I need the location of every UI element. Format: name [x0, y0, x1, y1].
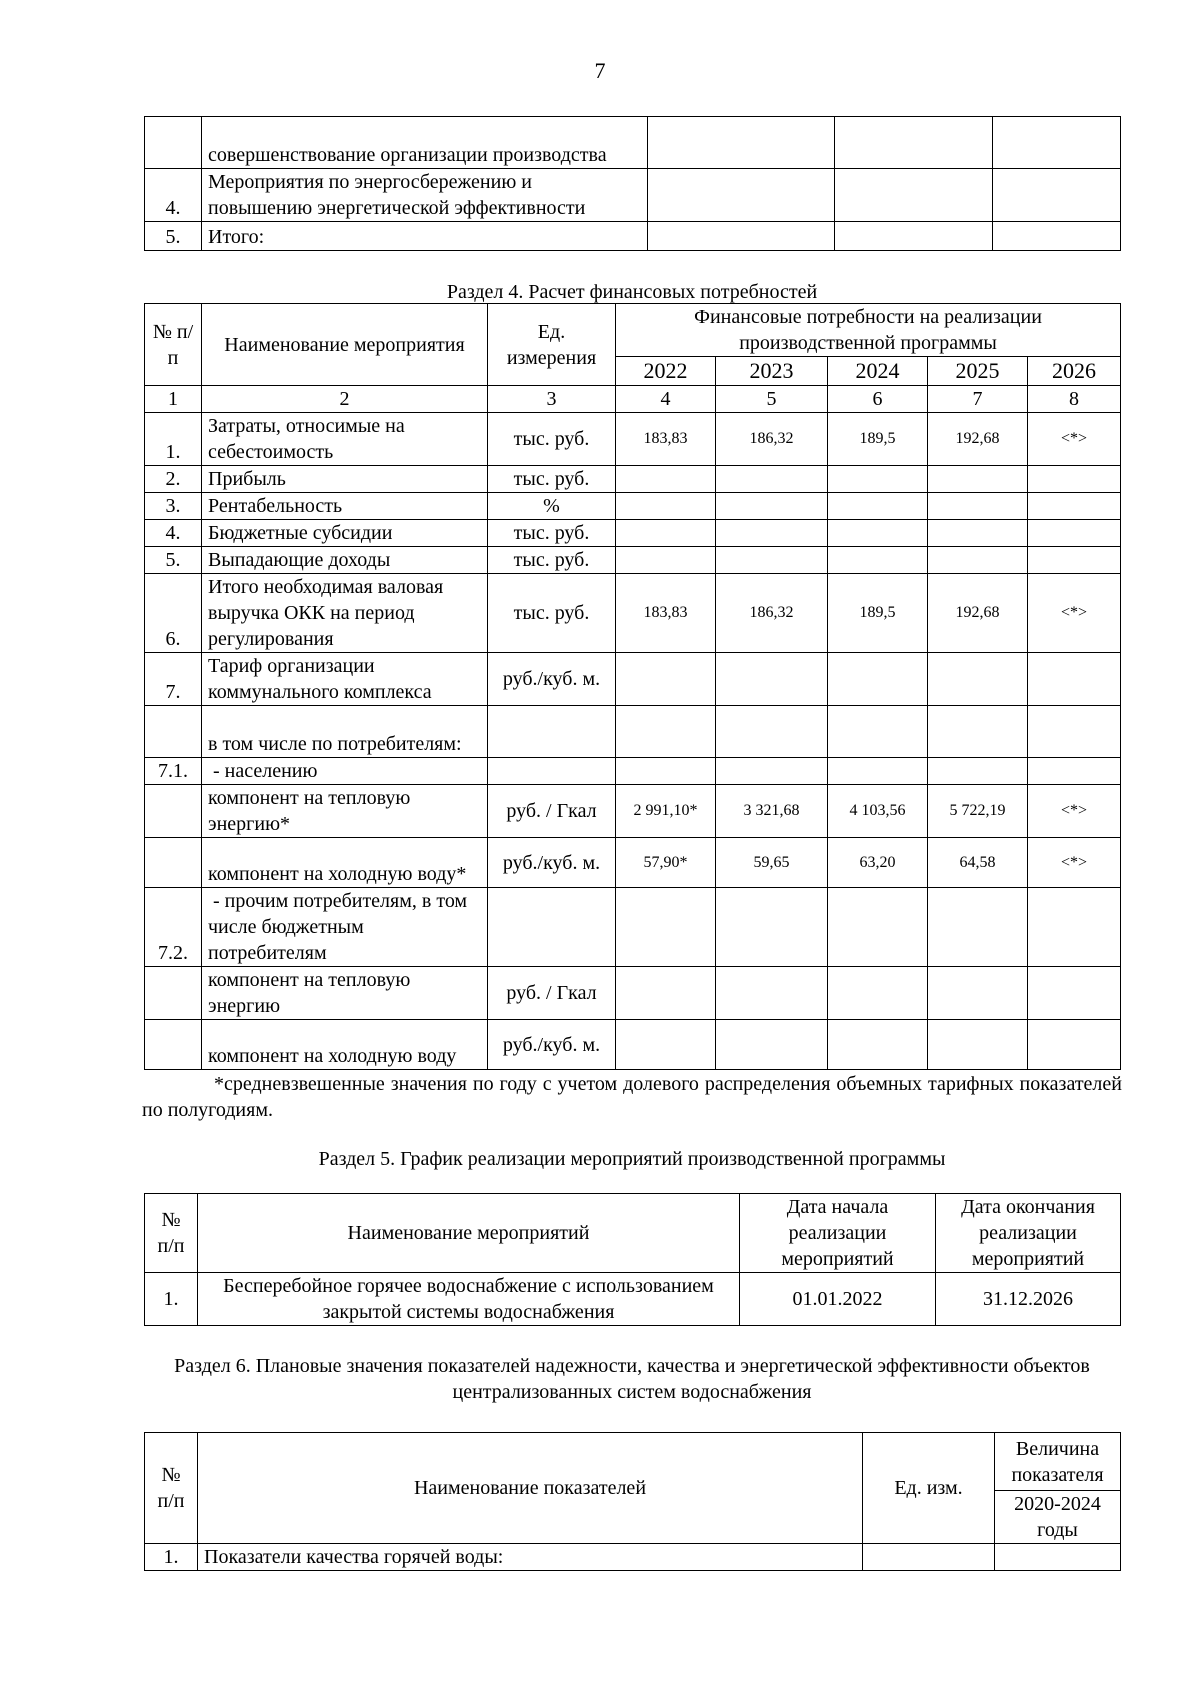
header-year: 2023: [716, 357, 828, 386]
row-value-2024: [828, 888, 928, 967]
row-unit: [488, 888, 616, 967]
row-value-2022: [616, 466, 716, 493]
row-name: компонент на тепловую энергию*: [202, 785, 488, 838]
row-value-2023: [716, 547, 828, 574]
row-unit: [488, 758, 616, 785]
row-value-2022: [616, 888, 716, 967]
row-unit: тыс. руб.: [488, 520, 616, 547]
header-year: 2022: [616, 357, 716, 386]
row-name: Итого необходимая валовая выручка ОКК на период регулирования: [202, 574, 488, 653]
table-row: [145, 493, 1121, 520]
row-value-2026: [1028, 547, 1121, 574]
header-value: Величина показателя: [995, 1433, 1121, 1491]
header-unit: Ед. изм.: [863, 1433, 995, 1544]
header-unit: Ед. измерения: [488, 304, 616, 386]
table-row: [145, 967, 1121, 1020]
row-name: в том числе по потребителям:: [202, 706, 488, 758]
row-value-2026: [1028, 967, 1121, 1020]
table-row: [145, 706, 1121, 758]
row-name: компонент на холодную воду*: [202, 838, 488, 888]
row-unit: руб./куб. м.: [488, 1020, 616, 1070]
row-number: 2.: [145, 466, 202, 493]
row-number: 6.: [145, 574, 202, 653]
row-number: 3.: [145, 493, 202, 520]
row-number: [145, 117, 202, 169]
col-number: 5: [716, 386, 828, 413]
row-name: компонент на холодную воду: [202, 1020, 488, 1070]
row-name: Мероприятия по энергосбережению и повышению энергетической эффективности: [202, 169, 648, 222]
row-number: [145, 838, 202, 888]
header-num: № п/п: [145, 1194, 198, 1273]
table-row: [145, 117, 1121, 169]
row-value-2026: [1028, 466, 1121, 493]
table-row: [145, 1273, 1121, 1326]
row-value-2023: [716, 1020, 828, 1070]
financial-needs-table: [144, 303, 1121, 1070]
row-value-2024: [828, 967, 928, 1020]
col-number: 4: [616, 386, 716, 413]
row-name: Прибыль: [202, 466, 488, 493]
row-number: 1.: [145, 1273, 198, 1326]
row-value-2026: [1028, 706, 1121, 758]
row-unit: [863, 1544, 995, 1571]
row-value-2023: [716, 706, 828, 758]
row-unit: руб./куб. м.: [488, 653, 616, 706]
row-value-2025: [928, 758, 1028, 785]
row-number: [145, 1020, 202, 1070]
row-value-2022: [616, 1020, 716, 1070]
table-row: [145, 413, 1121, 466]
row-value-2024: [828, 1020, 928, 1070]
row-value-2023: [716, 967, 828, 1020]
header-num: № п/п: [145, 1433, 198, 1544]
indicators-table: [144, 1432, 1121, 1571]
row-value-2024: [828, 493, 928, 520]
row-name: Рентабельность: [202, 493, 488, 520]
table-row: [145, 838, 1121, 888]
header-name: Наименование мероприятия: [202, 304, 488, 386]
table-row: [145, 574, 1121, 653]
row-number: 7.1.: [145, 758, 202, 785]
row-value: [995, 1544, 1121, 1571]
row-value-2026: <*>: [1028, 574, 1121, 653]
row-value-2025: [928, 653, 1028, 706]
row-value-2023: 59,65: [716, 838, 828, 888]
row-value-2026: [1028, 493, 1121, 520]
table-row: [145, 547, 1121, 574]
row-name: компонент на тепловую энергию: [202, 967, 488, 1020]
row-number: [145, 785, 202, 838]
row-unit: тыс. руб.: [488, 547, 616, 574]
row-end-date: 31.12.2026: [936, 1273, 1121, 1326]
row-value-2023: [716, 888, 828, 967]
table-row: [145, 758, 1121, 785]
row-value-2024: 4 103,56: [828, 785, 928, 838]
row-value-2026: [1028, 758, 1121, 785]
row-unit: руб. / Гкал: [488, 967, 616, 1020]
row-value-2022: 2 991,10*: [616, 785, 716, 838]
row-value-2025: 192,68: [928, 574, 1028, 653]
row-value-2026: [1028, 653, 1121, 706]
row-value-2022: [616, 520, 716, 547]
col-number: 8: [1028, 386, 1121, 413]
row-value-2026: <*>: [1028, 413, 1121, 466]
table-row: [145, 1544, 1121, 1571]
header-end-date: Дата окончания реализации мероприятий: [936, 1194, 1121, 1273]
column-number-row: [145, 386, 1121, 413]
schedule-table: [144, 1193, 1121, 1326]
row-unit: тыс. руб.: [488, 466, 616, 493]
row-value-2022: [616, 758, 716, 785]
header-num: № п/п: [145, 304, 202, 386]
row-number: [145, 706, 202, 758]
table-row: [145, 785, 1121, 838]
row-name: Выпадающие доходы: [202, 547, 488, 574]
header-period: 2020-2024 годы: [995, 1491, 1121, 1544]
row-number: 5.: [145, 547, 202, 574]
row-value-2025: [928, 1020, 1028, 1070]
section4-title: Раздел 4. Расчет финансовых потребностей: [446, 281, 818, 303]
row-name: Показатели качества горячей воды:: [198, 1544, 863, 1571]
row-value-2023: [716, 466, 828, 493]
section5-title: Раздел 5. График реализации мероприятий производственной программы: [318, 1148, 946, 1170]
header-year: 2025: [928, 357, 1028, 386]
col-number: 2: [202, 386, 488, 413]
row-value-2022: 183,83: [616, 413, 716, 466]
row-value-2024: 189,5: [828, 574, 928, 653]
row-number: 7.2.: [145, 888, 202, 967]
row-value-2022: [616, 547, 716, 574]
row-value-2026: [1028, 888, 1121, 967]
row-number: [145, 967, 202, 1020]
row-value-2023: 186,32: [716, 574, 828, 653]
row-value-2025: [928, 888, 1028, 967]
header-year: 2024: [828, 357, 928, 386]
row-value-2025: [928, 967, 1028, 1020]
row-value-2023: 3 321,68: [716, 785, 828, 838]
row-value-2023: [716, 653, 828, 706]
table-row: [145, 520, 1121, 547]
section6-title: Раздел 6. Плановые значения показателей надежности, качества и энергетической эффективности объектов централизованных систем водоснабжения: [174, 1355, 1090, 1403]
header-financial-needs: Финансовые потребности на реализации производственной программы: [616, 304, 1121, 357]
header-start-date: Дата начала реализации мероприятий: [740, 1194, 936, 1273]
row-value-2022: [616, 653, 716, 706]
table-row: [145, 169, 1121, 222]
row-value-2024: [828, 653, 928, 706]
row-value-2023: 186,32: [716, 413, 828, 466]
header-name: Наименование показателей: [198, 1433, 863, 1544]
row-value-2024: [828, 547, 928, 574]
table-row: [145, 888, 1121, 967]
row-value-2026: <*>: [1028, 838, 1121, 888]
row-unit: руб./куб. м.: [488, 838, 616, 888]
row-number: 1.: [145, 413, 202, 466]
row-name: - населению: [202, 758, 488, 785]
row-value-2024: [828, 758, 928, 785]
row-unit: тыс. руб.: [488, 413, 616, 466]
row-number: 1.: [145, 1544, 198, 1571]
row-number: 7.: [145, 653, 202, 706]
row-value-2024: 189,5: [828, 413, 928, 466]
row-value-2022: 57,90*: [616, 838, 716, 888]
row-unit: [488, 706, 616, 758]
row-value-2022: [616, 706, 716, 758]
header-name: Наименование мероприятий: [198, 1194, 740, 1273]
row-unit: руб. / Гкал: [488, 785, 616, 838]
row-value-2025: [928, 547, 1028, 574]
row-value-2023: [716, 493, 828, 520]
table-row: [145, 466, 1121, 493]
row-value-2025: 64,58: [928, 838, 1028, 888]
row-name: Затраты, относимые на себестоимость: [202, 413, 488, 466]
row-name: Тариф организации коммунального комплекса: [202, 653, 488, 706]
row-value-2025: [928, 706, 1028, 758]
row-unit: %: [488, 493, 616, 520]
row-value-2023: [716, 520, 828, 547]
row-value-2026: [1028, 1020, 1121, 1070]
row-name: Итого:: [202, 222, 648, 251]
row-value-2022: 183,83: [616, 574, 716, 653]
footnote: *средневзвешенные значения по году с учетом долевого распределения объемных тарифных показателей по полугодиям.: [142, 1073, 1122, 1121]
row-value-2024: [828, 466, 928, 493]
row-value-2022: [616, 493, 716, 520]
table-row: [145, 653, 1121, 706]
row-name: Бесперебойное горячее водоснабжение с использованием закрытой системы водоснабжения: [198, 1273, 740, 1326]
row-value-2024: 63,20: [828, 838, 928, 888]
col-number: 1: [145, 386, 202, 413]
row-value-2024: [828, 706, 928, 758]
col-number: 3: [488, 386, 616, 413]
row-unit: тыс. руб.: [488, 574, 616, 653]
row-name: Бюджетные субсидии: [202, 520, 488, 547]
row-value-2025: 192,68: [928, 413, 1028, 466]
col-number: 7: [928, 386, 1028, 413]
row-value-2023: [716, 758, 828, 785]
row-value-2026: <*>: [1028, 785, 1121, 838]
table-row: [145, 222, 1121, 251]
header-year: 2026: [1028, 357, 1121, 386]
row-start-date: 01.01.2022: [740, 1273, 936, 1326]
col-number: 6: [828, 386, 928, 413]
row-number: 4.: [145, 169, 202, 222]
row-number: 4.: [145, 520, 202, 547]
table-top-continuation: [144, 116, 1121, 251]
row-value-2025: [928, 493, 1028, 520]
row-value-2026: [1028, 520, 1121, 547]
row-name: - прочим потребителям, в том числе бюджетным потребителям: [202, 888, 488, 967]
row-number: 5.: [145, 222, 202, 251]
table-row: [145, 1020, 1121, 1070]
row-value-2025: [928, 520, 1028, 547]
row-value-2022: [616, 967, 716, 1020]
row-value-2024: [828, 520, 928, 547]
row-name: совершенствование организации производства: [202, 117, 648, 169]
row-value-2025: [928, 466, 1028, 493]
page-number: 7: [594, 58, 606, 83]
row-value-2025: 5 722,19: [928, 785, 1028, 838]
